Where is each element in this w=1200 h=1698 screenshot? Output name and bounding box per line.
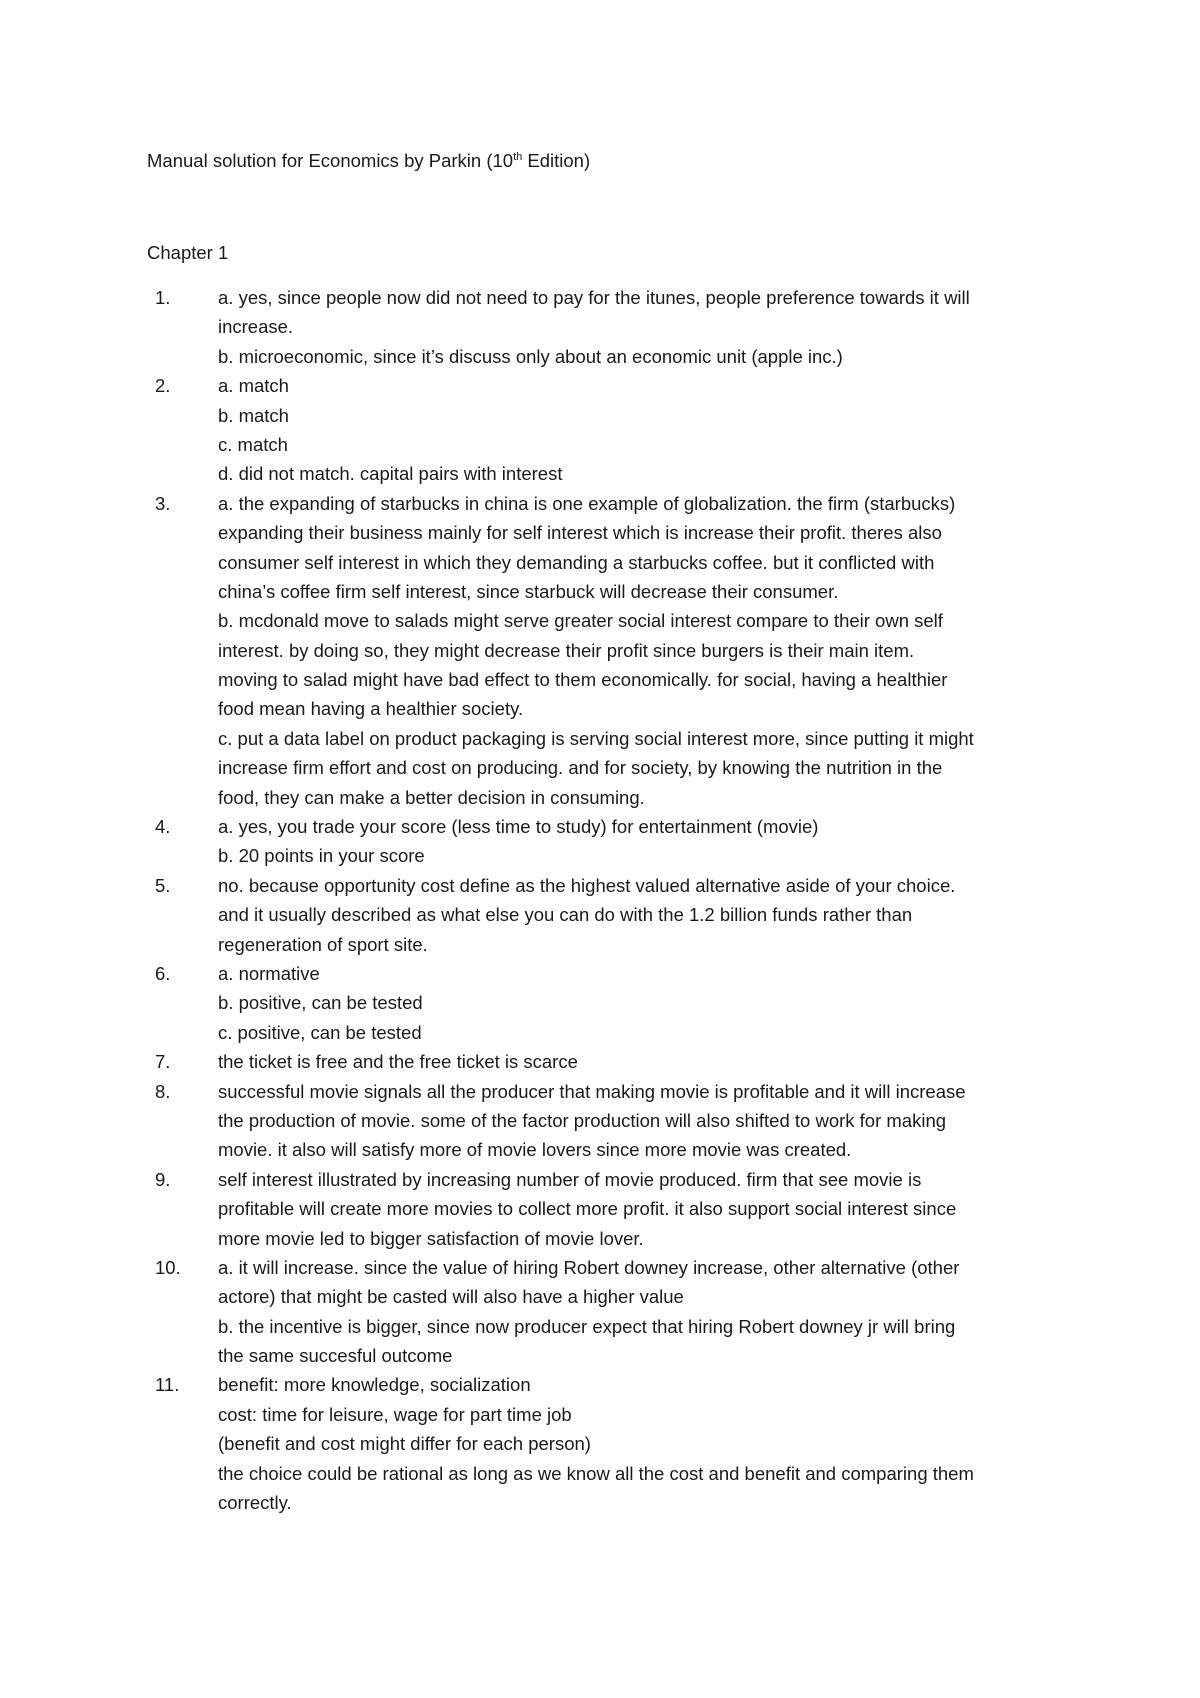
answer-line: benefit: more knowledge, socialization bbox=[218, 1374, 531, 1396]
answer-line: c. match bbox=[218, 433, 288, 455]
answer-line: a. it will increase. since the value of hiring Robert downey increase, other alternative (other bbox=[218, 1256, 960, 1278]
answer-line: a. normative bbox=[218, 962, 320, 984]
answer-line: b. the incentive is bigger, since now producer expect that hiring Robert downey jr will bring bbox=[218, 1315, 956, 1337]
answer-line: no. because opportunity cost define as the highest valued alternative aside of your choice. bbox=[218, 874, 956, 896]
answer-line: a. match bbox=[218, 375, 289, 397]
item-body bbox=[218, 283, 1087, 371]
answer-line: regeneration of sport site. bbox=[218, 933, 428, 955]
item-body bbox=[218, 1077, 1087, 1165]
item-number: 11. bbox=[155, 1374, 180, 1396]
answer-line: expanding their business mainly for self interest which is increase their profit. theres also bbox=[218, 522, 942, 544]
answer-line: the same succesful outcome bbox=[218, 1345, 453, 1367]
list-item bbox=[147, 1047, 1087, 1076]
list-item bbox=[147, 1253, 1087, 1371]
answer-line: b. match bbox=[218, 404, 289, 426]
answer-line: a. yes, since people now did not need to pay for the itunes, people preference towards it will bbox=[218, 287, 970, 308]
answer-line: china’s coffee firm self interest, since starbuck will decrease their consumer. bbox=[218, 580, 839, 602]
list-item bbox=[147, 283, 1087, 371]
answer-line: the ticket is free and the free ticket is scarce bbox=[218, 1051, 578, 1073]
answer-line: b. positive, can be tested bbox=[218, 992, 423, 1014]
title-main: Manual solution for Economics by Parkin (10 bbox=[147, 150, 514, 171]
answer-line: b. microeconomic, since it’s discuss only about an economic unit (apple inc.) bbox=[218, 345, 843, 367]
answer-line: successful movie signals all the producer that making movie is profitable and it will increase bbox=[218, 1080, 966, 1102]
list-item bbox=[147, 812, 1087, 871]
item-body bbox=[218, 489, 1087, 812]
answer-line: actore) that might be casted will also have a higher value bbox=[218, 1286, 684, 1308]
answer-line: moving to salad might have bad effect to them economically. for social, having a healthier bbox=[218, 669, 948, 691]
answer-line: b. 20 points in your score bbox=[218, 845, 425, 867]
item-body bbox=[218, 1047, 1087, 1076]
document-title bbox=[147, 148, 590, 174]
answer-line: and it usually described as what else you can do with the 1.2 billion funds rather than bbox=[218, 904, 913, 926]
item-number: 9. bbox=[155, 1168, 171, 1190]
item-number: 2. bbox=[155, 375, 171, 397]
answer-list bbox=[147, 283, 1087, 1517]
item-number: 10. bbox=[155, 1256, 181, 1278]
item-number: 6. bbox=[155, 962, 171, 984]
item-body bbox=[218, 1370, 1087, 1517]
chapter-heading: Chapter 1 bbox=[147, 242, 229, 263]
answer-line: more movie led to bigger satisfaction of movie lover. bbox=[218, 1227, 644, 1249]
item-body bbox=[218, 959, 1087, 1047]
item-body bbox=[218, 1165, 1087, 1253]
answer-line: d. did not match. capital pairs with interest bbox=[218, 463, 563, 485]
answer-line: a. yes, you trade your score (less time to study) for entertainment (movie) bbox=[218, 816, 819, 838]
list-item bbox=[147, 1077, 1087, 1165]
answer-line: increase. bbox=[218, 316, 294, 338]
list-item bbox=[147, 871, 1087, 959]
title-superscript: th bbox=[513, 150, 523, 163]
answer-line: correctly. bbox=[218, 1492, 292, 1514]
item-body bbox=[218, 871, 1087, 959]
answer-line: interest. by doing so, they might decrease their profit since burgers is their main item. bbox=[218, 639, 915, 661]
list-item bbox=[147, 1370, 1087, 1517]
list-item bbox=[147, 959, 1087, 1047]
item-number: 5. bbox=[155, 874, 171, 896]
item-body bbox=[218, 812, 1087, 871]
answer-line: food, they can make a better decision in consuming. bbox=[218, 786, 645, 808]
item-number: 7. bbox=[155, 1051, 171, 1073]
answer-line: self interest illustrated by increasing number of movie produced. firm that see movie is bbox=[218, 1168, 922, 1190]
answer-line: consumer self interest in which they demanding a starbucks coffee. but it conflicted with bbox=[218, 551, 935, 573]
answer-line: increase firm effort and cost on producing. and for society, by knowing the nutrition in the bbox=[218, 757, 943, 779]
list-item bbox=[147, 1165, 1087, 1253]
answer-line: c. positive, can be tested bbox=[218, 1021, 422, 1043]
item-body bbox=[218, 1253, 1087, 1371]
answer-line: food mean having a healthier society. bbox=[218, 698, 524, 720]
list-item bbox=[147, 371, 1087, 489]
answer-line: (benefit and cost might differ for each person) bbox=[218, 1433, 591, 1455]
item-body bbox=[218, 371, 1087, 489]
answer-line: c. put a data label on product packaging is serving social interest more, since putting it might bbox=[218, 727, 974, 749]
answer-line: cost: time for leisure, wage for part time job bbox=[218, 1403, 572, 1425]
answer-line: b. mcdonald move to salads might serve greater social interest compare to their own self bbox=[218, 610, 943, 632]
item-number: 3. bbox=[155, 492, 171, 514]
answer-line: movie. it also will satisfy more of movie lovers since more movie was created. bbox=[218, 1139, 852, 1161]
answer-line: the production of movie. some of the factor production will also shifted to work for making bbox=[218, 1109, 947, 1131]
list-item bbox=[147, 489, 1087, 812]
item-number: 1. bbox=[155, 287, 171, 308]
answer-line: a. the expanding of starbucks in china is one example of globalization. the firm (starbucks) bbox=[218, 492, 956, 514]
item-number: 4. bbox=[155, 816, 171, 838]
answer-line: the choice could be rational as long as we know all the cost and benefit and comparing them bbox=[218, 1462, 974, 1484]
item-number: 8. bbox=[155, 1080, 171, 1102]
title-end: Edition) bbox=[522, 150, 591, 171]
answer-line: profitable will create more movies to collect more profit. it also support social interest since bbox=[218, 1198, 957, 1220]
